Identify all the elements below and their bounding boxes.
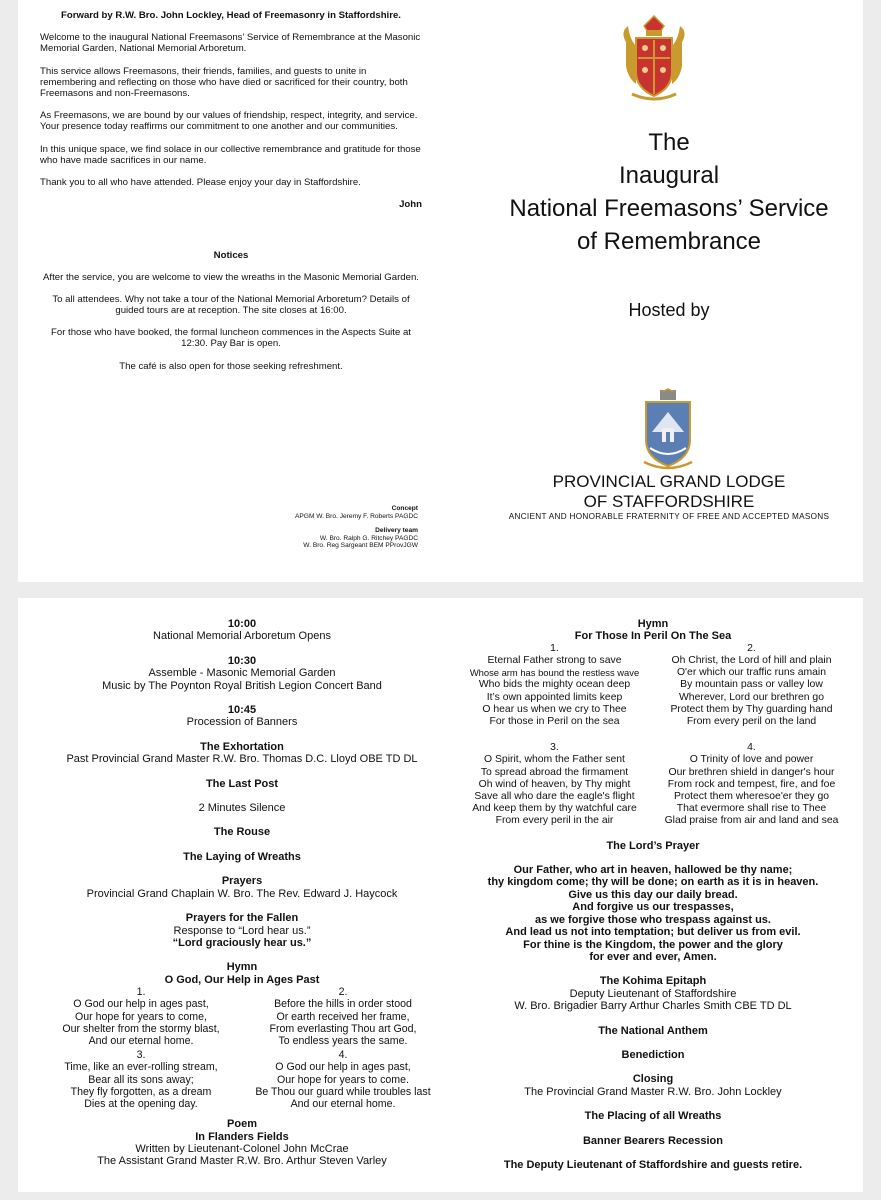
verse-number: 3. [550, 742, 559, 754]
cover-title-line: National Freemasons’ Service [509, 195, 829, 222]
verse-line: Eternal Father strong to save [487, 655, 622, 667]
verse-line: Protect them wheresoe'er they go [673, 791, 830, 803]
notices-title: Notices [213, 250, 249, 262]
lodge-name [464, 472, 874, 512]
top-page [18, 0, 863, 582]
prayer-line: for ever and ever, Amen. [589, 950, 717, 963]
verse-line: Our hope for years to come. [277, 1073, 409, 1086]
kohima-reader: W. Bro. Brigadier Barry Arthur Charles Smith CBE TD DL [514, 1000, 792, 1013]
time-1030: 10:30 [227, 654, 257, 667]
verse-line: And our eternal home. [88, 1034, 194, 1047]
kohima-title: The Kohima Epitaph [599, 975, 707, 988]
prayer-line: as we forgive those who trespass against us. [535, 913, 771, 926]
verse-line: Or earth received her frame, [276, 1010, 410, 1023]
cover-title [464, 126, 874, 258]
foreword-signature: John [399, 199, 422, 211]
verse-line: To endless years the same. [278, 1034, 408, 1047]
concept-title: Concept [391, 505, 418, 512]
poem-by: Written by Lieutenant-Colonel John McCrae [135, 1142, 349, 1155]
hymn-verse [655, 742, 848, 827]
time-1000: 10:00 [227, 618, 257, 630]
lords-prayer [458, 864, 848, 963]
banner-recession: Banner Bearers Recession [582, 1134, 723, 1147]
hymn-verse [458, 742, 651, 827]
verse-line: From rock and tempest, fire, and foe [667, 778, 836, 790]
verse-line: Bear all its sons away; [88, 1073, 194, 1086]
hosted-by: Hosted by [628, 300, 710, 320]
verse-line: They fly forgotten, as a dream [70, 1085, 212, 1098]
foreword-paragraph: Welcome to the inaugural National Freemasons’ Service of Remembrance at the Masonic Memorial Garden, National Memorial Arboretum. [40, 32, 421, 55]
kohima-by: Deputy Lieutenant of Staffordshire [569, 987, 737, 1000]
hymn-verse [458, 643, 651, 728]
verse-line: Whose arm has bound the restless wave [469, 667, 640, 679]
notice-item: After the service, you are welcome to view the wreaths in the Masonic Memorial Garden. [43, 271, 419, 283]
verse-line: And keep them by thy watchful care [472, 803, 637, 815]
hymn-verse [244, 1049, 442, 1110]
poem-reader: The Assistant Grand Master R.W. Bro. Arthur Steven Varley [97, 1155, 387, 1168]
fallen-response: Response to “Lord hear us.” [173, 924, 311, 937]
verse-number: 1. [136, 986, 146, 999]
hymn2-title: For Those In Peril On The Sea [574, 630, 732, 643]
poem-title: In Flanders Fields [195, 1130, 289, 1143]
delivery-name: W. Bro. Reg Sargeant BEM PProvJGW [303, 542, 418, 550]
notice-item: To all attendees. Why not take a tour of the National Memorial Arboretum? Details of guided tours are at reception. The site closes at 16:00. [52, 293, 410, 317]
verse-line: O hear us when we cry to Thee [482, 703, 627, 715]
hymn1-label: Hymn [226, 961, 258, 974]
closing-by: The Provincial Grand Master R.W. Bro. John Lockley [524, 1085, 782, 1098]
benediction: Benediction [621, 1048, 685, 1061]
hymn-verse [42, 1049, 240, 1110]
foreword-title: Forward by R.W. Bro. John Lockley, Head of Freemasonry in Staffordshire. [61, 10, 401, 21]
fallen-title: Prayers for the Fallen [185, 912, 299, 925]
cover-title-line: of Remembrance [576, 228, 762, 255]
closing-title: Closing [632, 1073, 674, 1086]
hymn1-title: O God, Our Help in Ages Past [164, 973, 320, 986]
exhortation-by: Past Provincial Grand Master R.W. Bro. Thomas D.C. Lloyd OBE TD DL [66, 753, 418, 766]
verse-line: From every peril on the land [686, 716, 817, 728]
verse-line: Our hope for years to come, [75, 1010, 207, 1023]
verse-line: It’s own appointed limits keep [486, 691, 623, 703]
time-1045: 10:45 [227, 704, 257, 717]
verse-line: Be Thou our guard while troubles last [255, 1085, 431, 1098]
verse-line: Oh Christ, the Lord of hill and plain [671, 655, 832, 667]
foreword-paragraph: As Freemasons, we are bound by our values of friendship, respect, integrity, and service. Your presence today reaffirms our commitment to one another and our communities. [40, 110, 418, 133]
verse-number: 2. [747, 642, 756, 654]
prayer-line: Our Father, who art in heaven, hallowed be thy name; [513, 864, 793, 877]
last-post: The Last Post [205, 777, 279, 790]
prayers-by: Provincial Grand Chaplain W. Bro. The Rev. Edward J. Haycock [86, 887, 398, 900]
exhortation-title: The Exhortation [200, 740, 284, 753]
silence: 2 Minutes Silence [198, 802, 286, 815]
verse-line: Who bids the mighty ocean deep [478, 679, 631, 691]
hymn-verse [42, 986, 240, 1047]
provincial-lodge-crest-icon [642, 388, 694, 475]
delivery-name: W. Bro. Ralph G. Ritchey PAGDC [319, 534, 418, 542]
cover-title-line: Inaugural [618, 162, 720, 189]
order-item: Assemble - Masonic Memorial Garden [148, 667, 336, 680]
delivery-title: Delivery team [375, 527, 418, 535]
verse-number: 1. [550, 642, 559, 654]
verse-line: Dies at the opening day. [84, 1097, 198, 1110]
credits [218, 505, 418, 550]
verse-number: 2. [338, 986, 348, 999]
verse-line: Before the hills in order stood [274, 998, 412, 1011]
verse-line: Time, like an ever-rolling stream, [64, 1061, 218, 1074]
foreword-paragraph: This service allows Freemasons, their friends, families, and guests to unite in remembering and reflecting on those who have died or sacrificed for their country, both Freemasons and non-Freemasons. [40, 65, 408, 100]
cover-title-line: The [648, 129, 690, 156]
fallen-reply: “Lord graciously hear us.” [172, 936, 312, 949]
bottom-page [18, 598, 863, 1192]
prayer-line: And forgive us our trespasses, [572, 901, 734, 914]
verse-line: Oh wind of heaven, by Thy might [478, 778, 631, 790]
prayer-line: Give us this day our daily bread. [568, 888, 738, 901]
prayer-line: For thine is the Kingdom, the power and the glory [523, 938, 783, 951]
foreword-paragraph: In this unique space, we find solace in our collective remembrance and gratitude for those who have made sacrifices in our name. [40, 143, 421, 166]
verse-line: O God our help in ages past, [73, 998, 209, 1011]
hymn2-label: Hymn [637, 618, 669, 630]
lodge-name-line: OF STAFFORDSHIRE [583, 492, 755, 511]
hymn1-verses [42, 986, 442, 1112]
hymn-verse [655, 643, 848, 728]
poem-label: Poem [227, 1118, 257, 1131]
verse-line: To spread abroad the firmament [480, 766, 629, 778]
concept-name: APGM W. Bro. Jeremy F. Roberts PAGDC [295, 512, 418, 520]
verse-line: That evermore shall rise to Thee [676, 803, 827, 815]
national-anthem: The National Anthem [598, 1024, 708, 1037]
verse-number: 4. [338, 1049, 348, 1062]
verse-line: Our shelter from the stormy blast, [62, 1022, 220, 1035]
placing-of-wreaths: The Placing of all Wreaths [584, 1110, 722, 1123]
hymn-verse [244, 986, 442, 1047]
verse-line: From every peril in the air [495, 815, 614, 827]
lodge-name-line: PROVINCIAL GRAND LODGE [552, 472, 786, 491]
prayers-title: Prayers [221, 875, 263, 888]
prayer-line: thy kingdom come; thy will be done; on earth as it is in heaven. [487, 876, 819, 889]
verse-number: 4. [747, 742, 756, 754]
rouse: The Rouse [213, 826, 271, 839]
guests-retire: The Deputy Lieutenant of Staffordshire and guests retire. [503, 1158, 803, 1171]
lords-prayer-title: The Lord’s Prayer [606, 839, 700, 852]
verse-line: Glad praise from air and land and sea [664, 815, 839, 827]
verse-number: 3. [136, 1049, 146, 1062]
verse-line: Our brethren shield in danger's hour [668, 766, 835, 778]
hymn2-verses [458, 643, 848, 830]
grand-lodge-crest-icon [618, 12, 690, 109]
lodge-subtitle: ANCIENT AND HONORABLE FRATERNITY OF FREE AND ACCEPTED MASONS [508, 512, 830, 521]
verse-line: O Spirit, whom the Father sent [484, 754, 625, 766]
verse-line: Protect them by Thy guarding hand [670, 703, 833, 715]
laying-of-wreaths: The Laying of Wreaths [183, 850, 301, 863]
order-item: Procession of Banners [186, 716, 298, 729]
verse-line: O God our help in ages past, [275, 1061, 411, 1074]
verse-line: For those in Peril on the sea [489, 716, 620, 728]
notice-item: The café is also open for those seeking refreshment. [119, 360, 343, 372]
order-of-service-continued [458, 618, 848, 1171]
verse-line: From everlasting Thou art God, [269, 1022, 417, 1035]
order-of-service [42, 618, 442, 1168]
verse-line: O'er which our traffic runs amain [676, 667, 827, 679]
verse-line: O Trinity of love and power [689, 754, 814, 766]
verse-line: And our eternal home. [290, 1097, 396, 1110]
verse-line: Wherever, Lord our brethren go [679, 691, 824, 703]
notice-item: For those who have booked, the formal luncheon commences in the Aspects Suite at 12:30. Pay Bar is open. [51, 327, 411, 350]
foreword-paragraph: Thank you to all who have attended. Please enjoy your day in Staffordshire. [40, 177, 361, 189]
foreword-section [40, 10, 422, 383]
order-item: National Memorial Arboretum Opens [153, 630, 331, 643]
verse-line: Save all who dare the eagle's flight [474, 791, 635, 803]
verse-line: By mountain pass or valley low [680, 679, 823, 691]
prayer-line: And lead us not into temptation; but deliver us from evil. [505, 926, 801, 939]
order-item: Music by The Poynton Royal British Legion Concert Band [102, 679, 382, 692]
